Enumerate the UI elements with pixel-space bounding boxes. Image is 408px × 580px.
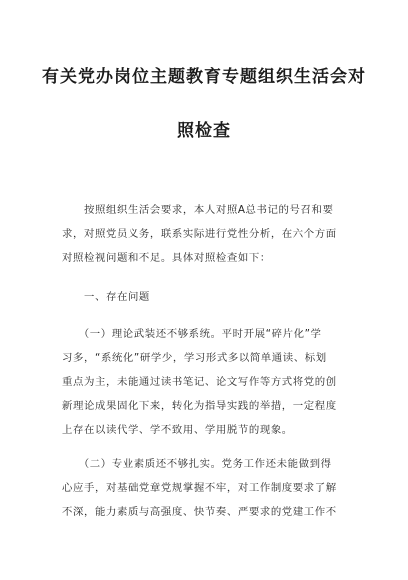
paragraph-line: 重点为主，未能通过读书笔记、论文写作等方式将党的创 — [62, 376, 337, 388]
problem-paragraph-2 — [62, 452, 352, 524]
section-heading-text: 一、存在问题 — [62, 291, 150, 303]
paragraph-line: （一）理论武装还不够系统。平时开展“碎片化”学 — [62, 328, 322, 340]
paragraph-line: 对照检视问题和不足。具体对照检查如下： — [62, 252, 271, 264]
paragraph-line: 按照组织生活会要求，本人对照A总书记的号召和要 — [62, 204, 334, 216]
problem-paragraph-1 — [62, 322, 352, 442]
document-title-line-2: 照检查 — [177, 121, 231, 141]
intro-paragraph — [62, 198, 352, 270]
paragraph-line: 上存在以读代学、学不致用、学用脱节的现象。 — [62, 424, 293, 436]
paragraph-line: （二）专业素质还不够扎实。党务工作还未能做到得 — [62, 458, 332, 470]
section-heading — [62, 285, 352, 309]
paragraph-line: 求，对照党员义务，联系实际进行党性分析，在六个方面 — [62, 228, 337, 240]
paragraph-line: 心应手，对基础党章党规掌握不牢，对工作制度要求了解 — [62, 482, 337, 494]
paragraph-line: 新理论成果固化下来，转化为指导实践的举措，一定程度 — [62, 400, 337, 412]
paragraph-line: 不深，能力素质与高强度、快节奏、严要求的党建工作不 — [62, 506, 337, 518]
paragraph-line: 习多，“系统化”研学少，学习形式多以简单通读、标划 — [62, 352, 327, 364]
document-title-line-1: 有关党办岗位主题教育专题组织生活会对 — [42, 67, 366, 87]
